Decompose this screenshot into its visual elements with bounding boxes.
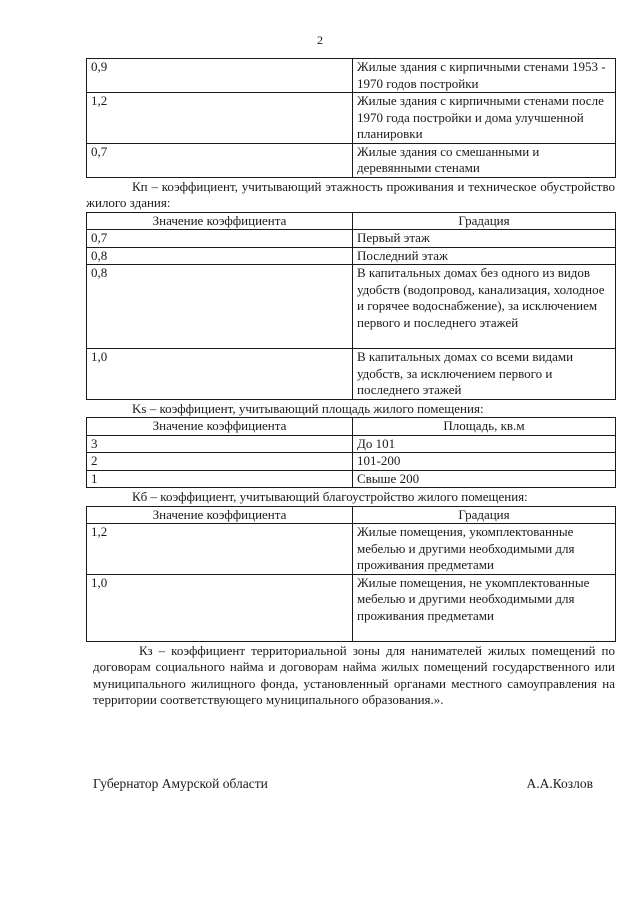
coefficient-value: 2 [87,453,353,471]
column-header: Значение коэффициента [87,212,353,230]
coefficient-value: 0,7 [87,230,353,248]
area-range: До 101 [353,435,616,453]
column-header: Значение коэффициента [87,418,353,436]
table-header-row [87,212,616,230]
kb-description: Кб – коэффициент, учитывающий благоустройство жилого помещения: [132,489,528,504]
signatory-name: А.А.Козлов [526,776,593,791]
coefficient-value: 0,7 [87,143,353,177]
table-header-row [87,506,616,524]
kp-description: Кп – коэффициент, учитывающий этажность проживания и техническое обустройство жилого здания: [86,178,615,210]
gradation-text: Жилые помещения, укомплектованные мебелью и другими необходимыми для проживания предметами [353,524,616,575]
signatory-title: Губернатор Амурской области [93,776,268,791]
column-header: Площадь, кв.м [353,418,616,436]
kp-table [86,212,616,400]
gradation-text: В капитальных домах со всеми видами удобств, за исключением первого и последнего этажей [353,349,616,400]
table-header-row [87,418,616,436]
table-row [87,247,616,265]
gradation-text: Последний этаж [353,247,616,265]
page-number: 2 [317,33,323,47]
document-body [86,58,615,709]
signature-block [93,776,593,793]
gradation-text: Первый этаж [353,230,616,248]
coefficient-value: 3 [87,435,353,453]
coefficient-value: 0,9 [87,59,353,93]
coefficient-value: 0,8 [87,247,353,265]
kb-table [86,506,616,642]
column-header: Значение коэффициента [87,506,353,524]
coefficient-value: 0,8 [87,265,353,349]
table-row [87,435,616,453]
table-row [87,230,616,248]
column-header: Градация [353,506,616,524]
coefficient-value: 1,2 [87,93,353,144]
table-row [87,59,616,93]
ks-description: Ks – коэффициент, учитывающий площадь жилого помещения: [132,400,484,416]
kz-description: Кз – коэффициент территориальной зоны для нанимателей жилых помещений по договорам социального найма и договорам найма жилых помещений государственного или муниципального жилищного фонда, установленный органами местного самоуправления на территории соответствующего муниципального образования.». [93,642,615,707]
table-row [87,143,616,177]
table-row [87,470,616,488]
building-type-table [86,58,616,178]
table-row [87,453,616,471]
table-row [87,265,616,349]
gradation-text: В капитальных домах без одного из видов удобств (водопровод, канализация, холодное и горячее водоснабжение), за исключением первого и последнего этажей [353,265,616,349]
column-header: Градация [353,212,616,230]
gradation-text: Жилые здания с кирпичными стенами после 1970 года постройки и дома улучшенной планировки [353,93,616,144]
coefficient-value: 1,0 [87,349,353,400]
table-row [87,349,616,400]
gradation-text: Жилые помещения, не укомплектованные мебелью и другими необходимыми для проживания предметами [353,574,616,641]
coefficient-value: 1 [87,470,353,488]
table-row [87,93,616,144]
area-range: Свыше 200 [353,470,616,488]
area-range: 101-200 [353,453,616,471]
coefficient-value: 1,0 [87,574,353,641]
coefficient-value: 1,2 [87,524,353,575]
ks-table [86,417,616,488]
gradation-text: Жилые здания с кирпичными стенами 1953 - 1970 годов постройки [353,59,616,93]
gradation-text: Жилые здания со смешанными и деревянными стенами [353,143,616,177]
table-row [87,574,616,641]
table-row [87,524,616,575]
